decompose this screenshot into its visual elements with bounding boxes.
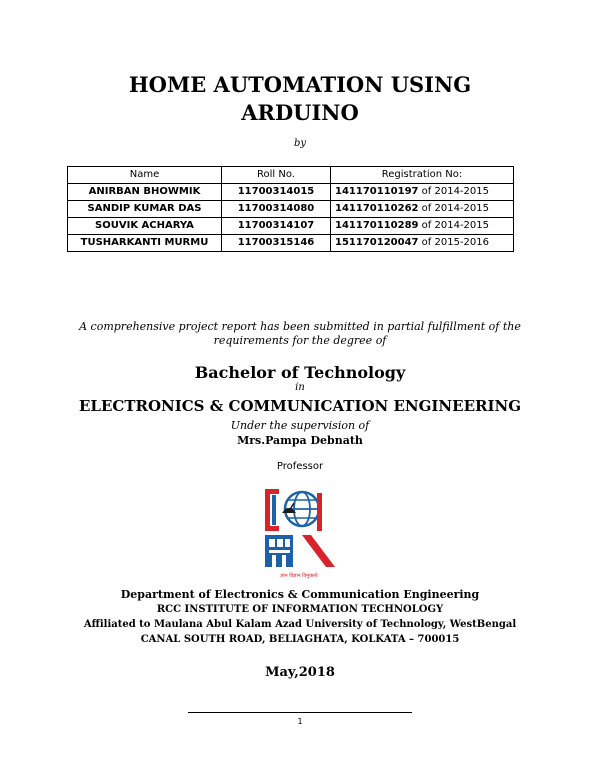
member-registration (331, 184, 514, 201)
table-row (68, 201, 514, 218)
logo-motto: ज्ञान विज्ञान विमुक्तये (280, 573, 318, 579)
affiliation: Affiliated to Maulana Abul Kalam Azad University of Technology, WestBengal (83, 619, 517, 630)
registration-number: 151170120047 (335, 237, 419, 248)
member-registration (331, 218, 514, 235)
supervisor-name: Mrs.Pampa Debnath (237, 434, 363, 447)
member-registration (331, 201, 514, 218)
table-row (68, 235, 514, 252)
team-table-header-row (68, 167, 514, 184)
member-name: TUSHARKANTI MURMU (68, 235, 222, 252)
member-name: SOUVIK ACHARYA (68, 218, 222, 235)
branch-name: ELECTRONICS & COMMUNICATION ENGINEERING (78, 397, 522, 415)
supervisor-designation: Professor (276, 461, 324, 472)
registration-session: of 2015-2016 (418, 237, 490, 248)
supervision-label: Under the supervision of (230, 419, 370, 432)
department-name: Department of Electronics & Communication Engineering (120, 588, 480, 601)
report-title-line-1: HOME AUTOMATION USING (128, 72, 472, 97)
page-number: 1 (297, 717, 303, 726)
header-name: Name (68, 167, 222, 184)
header-roll: Roll No. (222, 167, 331, 184)
member-roll: 11700314080 (222, 201, 331, 218)
member-name: ANIRBAN BHOWMIK (68, 184, 222, 201)
registration-session: of 2014-2015 (418, 203, 490, 214)
registration-session: of 2014-2015 (418, 186, 490, 197)
registration-number: 141170110197 (335, 186, 419, 197)
in-label: in (295, 382, 305, 393)
member-roll: 11700314107 (222, 218, 331, 235)
member-roll: 11700314015 (222, 184, 331, 201)
institute-logo (262, 483, 337, 581)
member-roll: 11700315146 (222, 235, 331, 252)
member-name: SANDIP KUMAR DAS (68, 201, 222, 218)
registration-number: 141170110262 (335, 203, 419, 214)
submission-date: May,2018 (265, 665, 335, 680)
header-registration: Registration No: (331, 167, 514, 184)
address: CANAL SOUTH ROAD, BELIAGHATA, KOLKATA – 700015 (140, 634, 460, 645)
submission-statement: A comprehensive project report has been submitted in partial fulfillment of the requirements for the degree of (79, 320, 521, 347)
member-registration (331, 235, 514, 252)
table-row (68, 184, 514, 201)
by-label: by (293, 138, 307, 149)
footer-divider (188, 712, 412, 713)
table-row (68, 218, 514, 235)
report-title-line-2: ARDUINO (241, 100, 359, 125)
degree-name: Bachelor of Technology (194, 363, 406, 382)
registration-number: 141170110289 (335, 220, 419, 231)
institute-name: RCC INSTITUTE OF INFORMATION TECHNOLOGY (156, 604, 444, 615)
registration-session: of 2014-2015 (418, 220, 490, 231)
team-table (67, 166, 514, 252)
